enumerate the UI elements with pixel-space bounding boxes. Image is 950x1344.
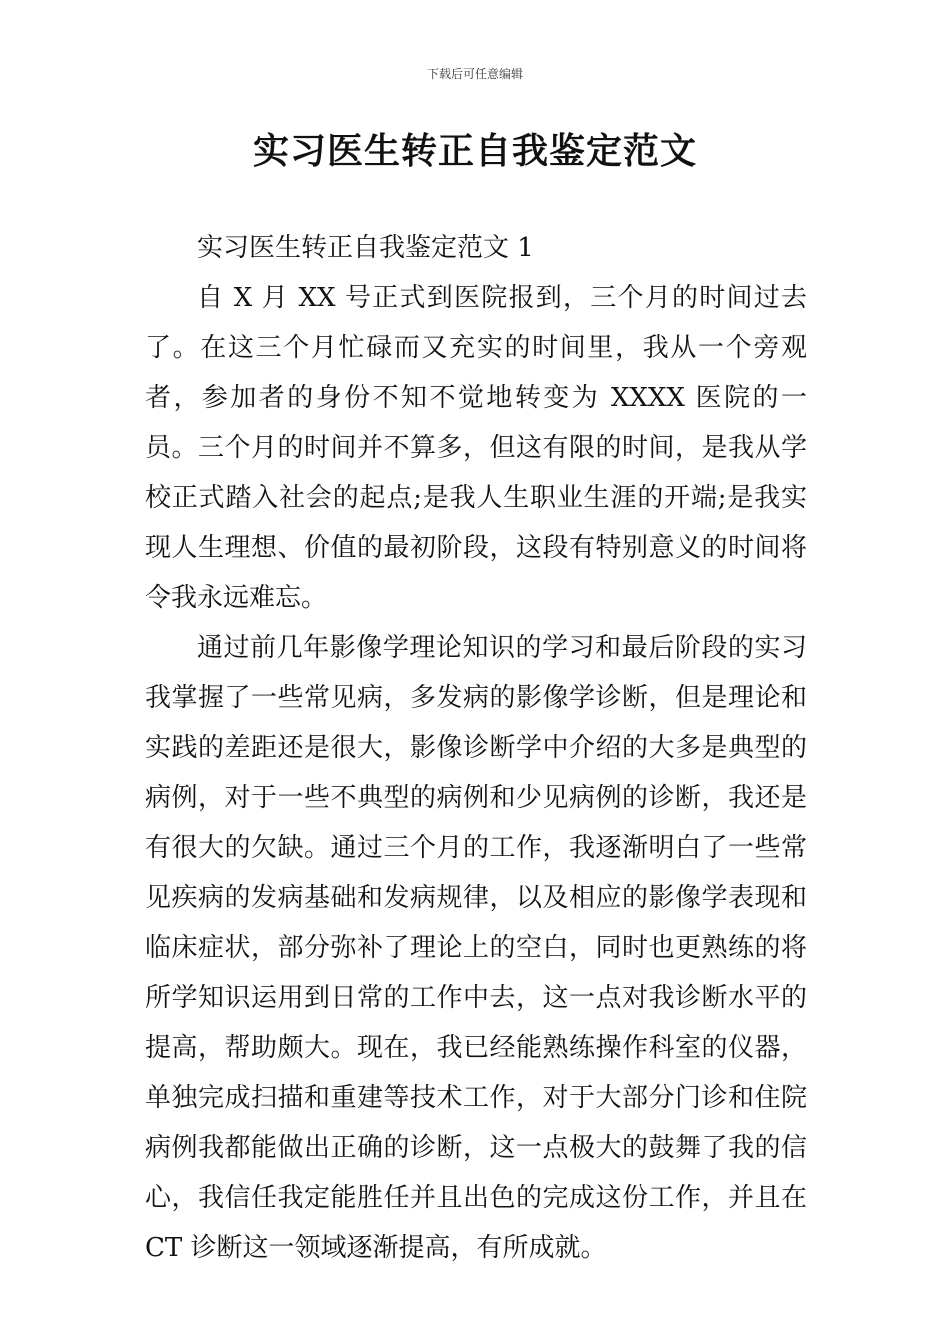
section-title: 实习医生转正自我鉴定范文 1 <box>197 233 534 263</box>
header-note: 下载后可任意编辑 <box>426 67 523 81</box>
document-body <box>145 223 807 1273</box>
paragraph-1: 自 X 月 XX 号正式到医院报到，三个月的时间过去了。在这三个月忙碌而又充实的时间里，我从一个旁观者，参加者的身份不知不觉地转变为 XXXX 医院的一员。三个月的时间并不算多，但这有限的时间，是我从学校正式踏入社会的起点;是我人生职业生涯的开端;是我实现人生理想、价值的最初阶段，这段有特别意义的时间将令我永远难忘。 <box>145 283 807 613</box>
paragraph-2: 通过前几年影像学理论知识的学习和最后阶段的实习我掌握了一些常见病，多发病的影像学诊断，但是理论和实践的差距还是很大，影像诊断学中介绍的大多是典型的病例，对于一些不典型的病例和少见病例的诊断，我还是有很大的欠缺。通过三个月的工作，我逐渐明白了一些常见疾病的发病基础和发病规律，以及相应的影像学表现和临床症状，部分弥补了理论上的空白，同时也更熟练的将所学知识运用到日常的工作中去，这一点对我诊断水平的提高，帮助颇大。现在，我已经能熟练操作科室的仪器，单独完成扫描和重建等技术工作，对于大部分门诊和住院病例我都能做出正确的诊断，这一点极大的鼓舞了我的信心，我信任我定能胜任并且出色的完成这份工作，并且在 CT 诊断这一领域逐渐提高，有所成就。 <box>145 633 807 1263</box>
document-title: 实习医生转正自我鉴定范文 <box>252 131 697 172</box>
